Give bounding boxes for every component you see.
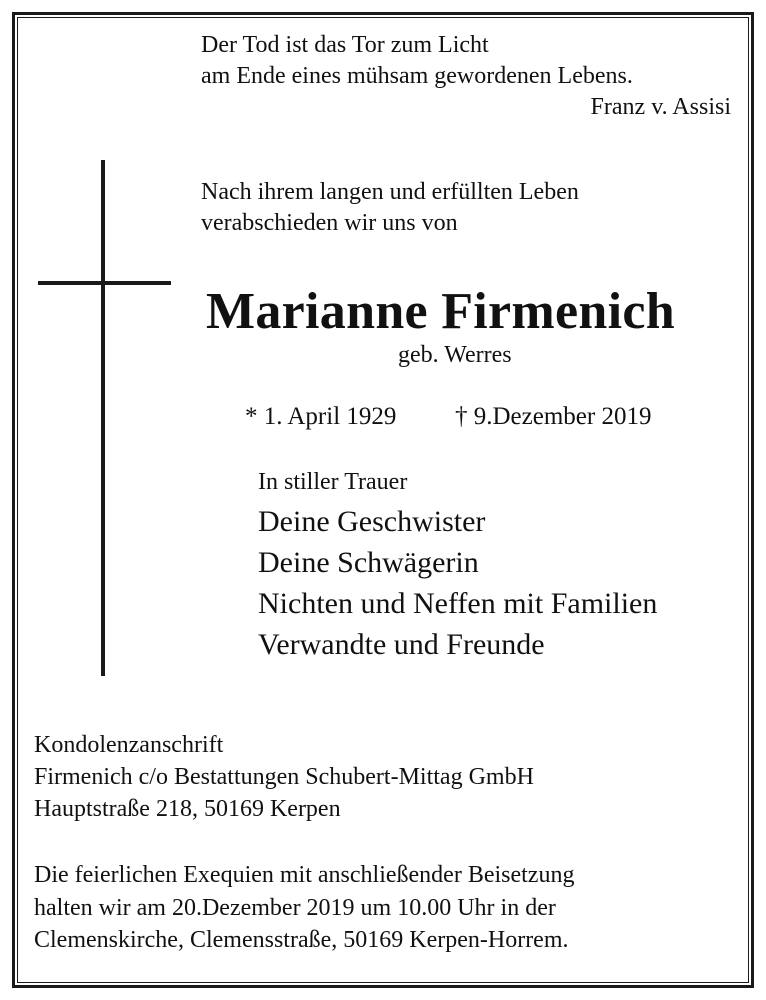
inner-border [17, 17, 749, 983]
service-line-2: halten wir am 20.Dezember 2019 um 10.00 Uhr in der [34, 895, 556, 921]
mourner-item: Verwandte und Freunde [258, 628, 545, 661]
service-line-1: Die feierlichen Exequien mit anschließender Beisetzung [34, 862, 575, 888]
mourner-item: Deine Schwägerin [258, 546, 479, 579]
cross-horizontal-bar [38, 281, 171, 285]
quote-line-1: Der Tod ist das Tor zum Licht [201, 32, 489, 58]
intro-line-1: Nach ihrem langen und erfüllten Leben [201, 179, 579, 205]
service-line-3: Clemenskirche, Clemensstraße, 50169 Kerpen-Horrem. [34, 927, 569, 953]
intro-line-2: verabschieden wir uns von [201, 210, 458, 236]
mourner-item: Deine Geschwister [258, 505, 486, 538]
maiden-name: geb. Werres [398, 342, 512, 368]
condolence-line-2: Hauptstraße 218, 50169 Kerpen [34, 796, 341, 822]
quote-author: Franz v. Assisi [590, 94, 731, 120]
mourners-intro: In stiller Trauer [258, 469, 408, 495]
cross-vertical-bar [101, 160, 105, 676]
death-date: † 9.Dezember 2019 [455, 403, 652, 430]
condolence-heading: Kondolenzanschrift [34, 732, 224, 758]
birth-date: * 1. April 1929 [245, 403, 397, 430]
condolence-line-1: Firmenich c/o Bestattungen Schubert-Mittag GmbH [34, 764, 534, 790]
deceased-name: Marianne Firmenich [206, 283, 675, 340]
mourner-item: Nichten und Neffen mit Familien [258, 587, 658, 620]
quote-line-2: am Ende eines mühsam gewordenen Lebens. [201, 63, 633, 89]
